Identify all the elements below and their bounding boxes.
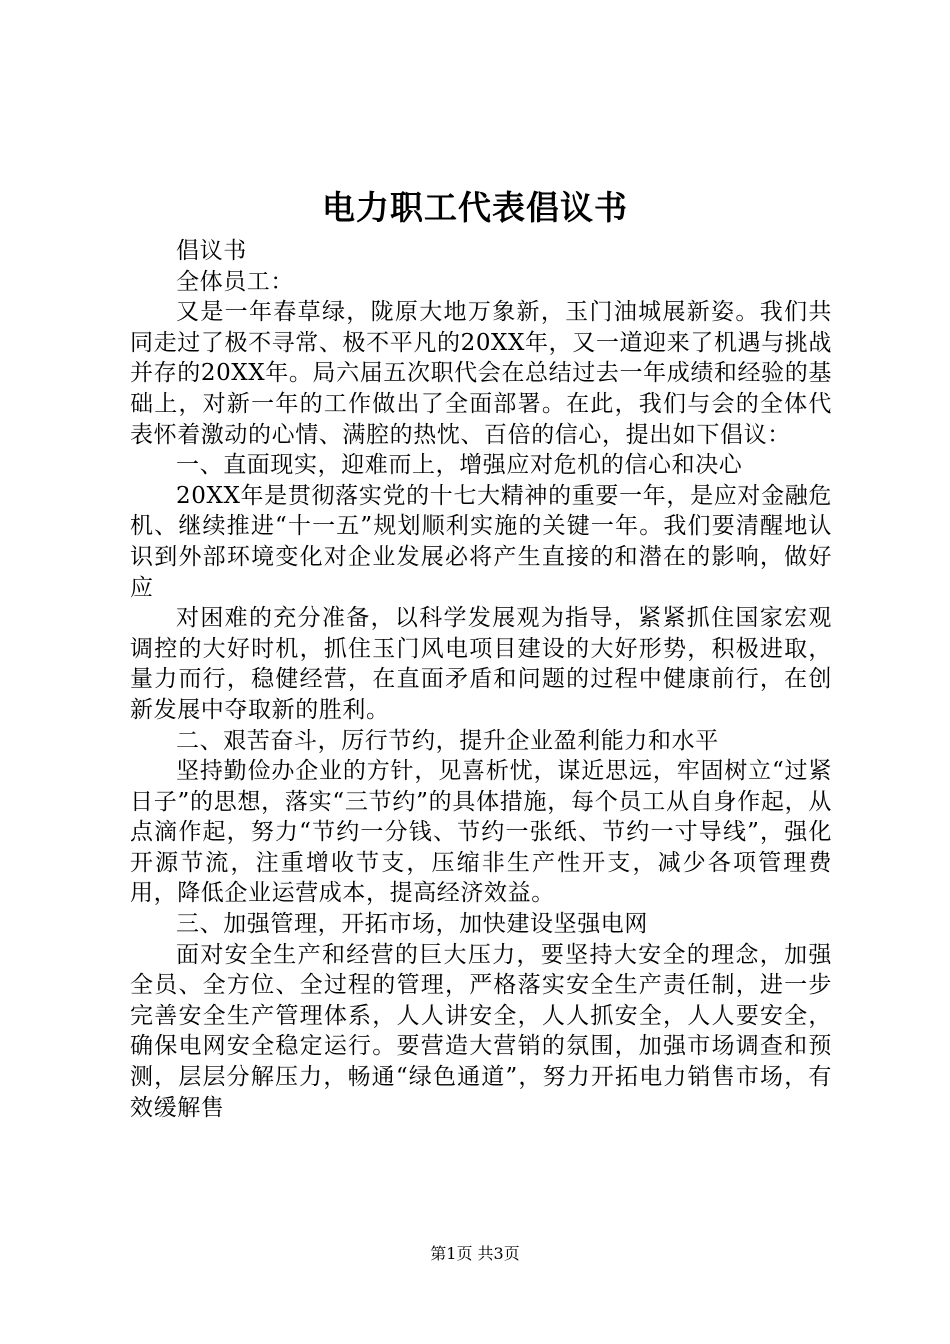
paragraph: 对困难的充分准备，以科学发展观为指导，紧紧抓住国家宏观调控的大好时机，抓住玉门风电项目建设的大好形势，积极进取，量力而行，稳健经营，在直面矛盾和问题的过程中健康前行，在创新发展中夺取新的胜利。 [130,605,832,723]
page-number: 第1页 共3页 [430,1244,520,1263]
section-heading: 二、艰苦奋斗，厉行节约，提升企业盈利能力和水平 [176,727,719,754]
paragraph: 20XX年是贯彻落实党的十七大精神的重要一年，是应对金融危机、继续推进“十一五”规划顺利实施的关键一年。我们要清醒地认识到外部环境变化对企业发展必将产生直接的和潜在的影响，做好应 [130,482,832,601]
section-heading: 三、加强管理，开拓市场，加快建设坚强电网 [176,911,648,938]
section-heading: 一、直面现实，迎难而上，增强应对危机的信心和决心 [176,452,743,479]
document-body [130,236,832,1123]
page-title: 电力职工代表倡议书 [322,188,628,227]
paragraph: 倡议书 [176,238,247,264]
paragraph: 面对安全生产和经营的巨大压力，要坚持大安全的理念，加强全员、全方位、全过程的管理，严格落实安全生产责任制，进一步完善安全生产管理体系，人人讲安全，人人抓安全，人人要安全，确保电网安全稳定运行。要营造大营销的氛围，加强市场调查和预测，层层分解压力，畅通“绿色通道”，努力开拓电力销售市场，有效缓解售 [130,941,832,1121]
paragraph: 坚持勤俭办企业的方针，见喜析忧，谋近思远，牢固树立“过紧日子”的思想，落实“三节约”的具体措施，每个员工从自身作起，从点滴作起，努力“节约一分钱、节约一张纸、节约一寸导线”，强化开源节流，注重增收节支，压缩非生产性开支，减少各项管理费用，降低企业运营成本，提高经济效益。 [130,758,832,907]
paragraph: 又是一年春草绿，陇原大地万象新，玉门油城展新姿。我们共同走过了极不寻常、极不平凡的20XX年，又一道迎来了机遇与挑战并存的20XX年。局六届五次职代会在总结过去一年成绩和经验的基础上，对新一年的工作做出了全面部署。在此，我们与会的全体代表怀着激动的心情、满腔的热忱、百倍的信心，提出如下倡议： [130,299,832,448]
paragraph: 全体员工： [176,268,294,295]
